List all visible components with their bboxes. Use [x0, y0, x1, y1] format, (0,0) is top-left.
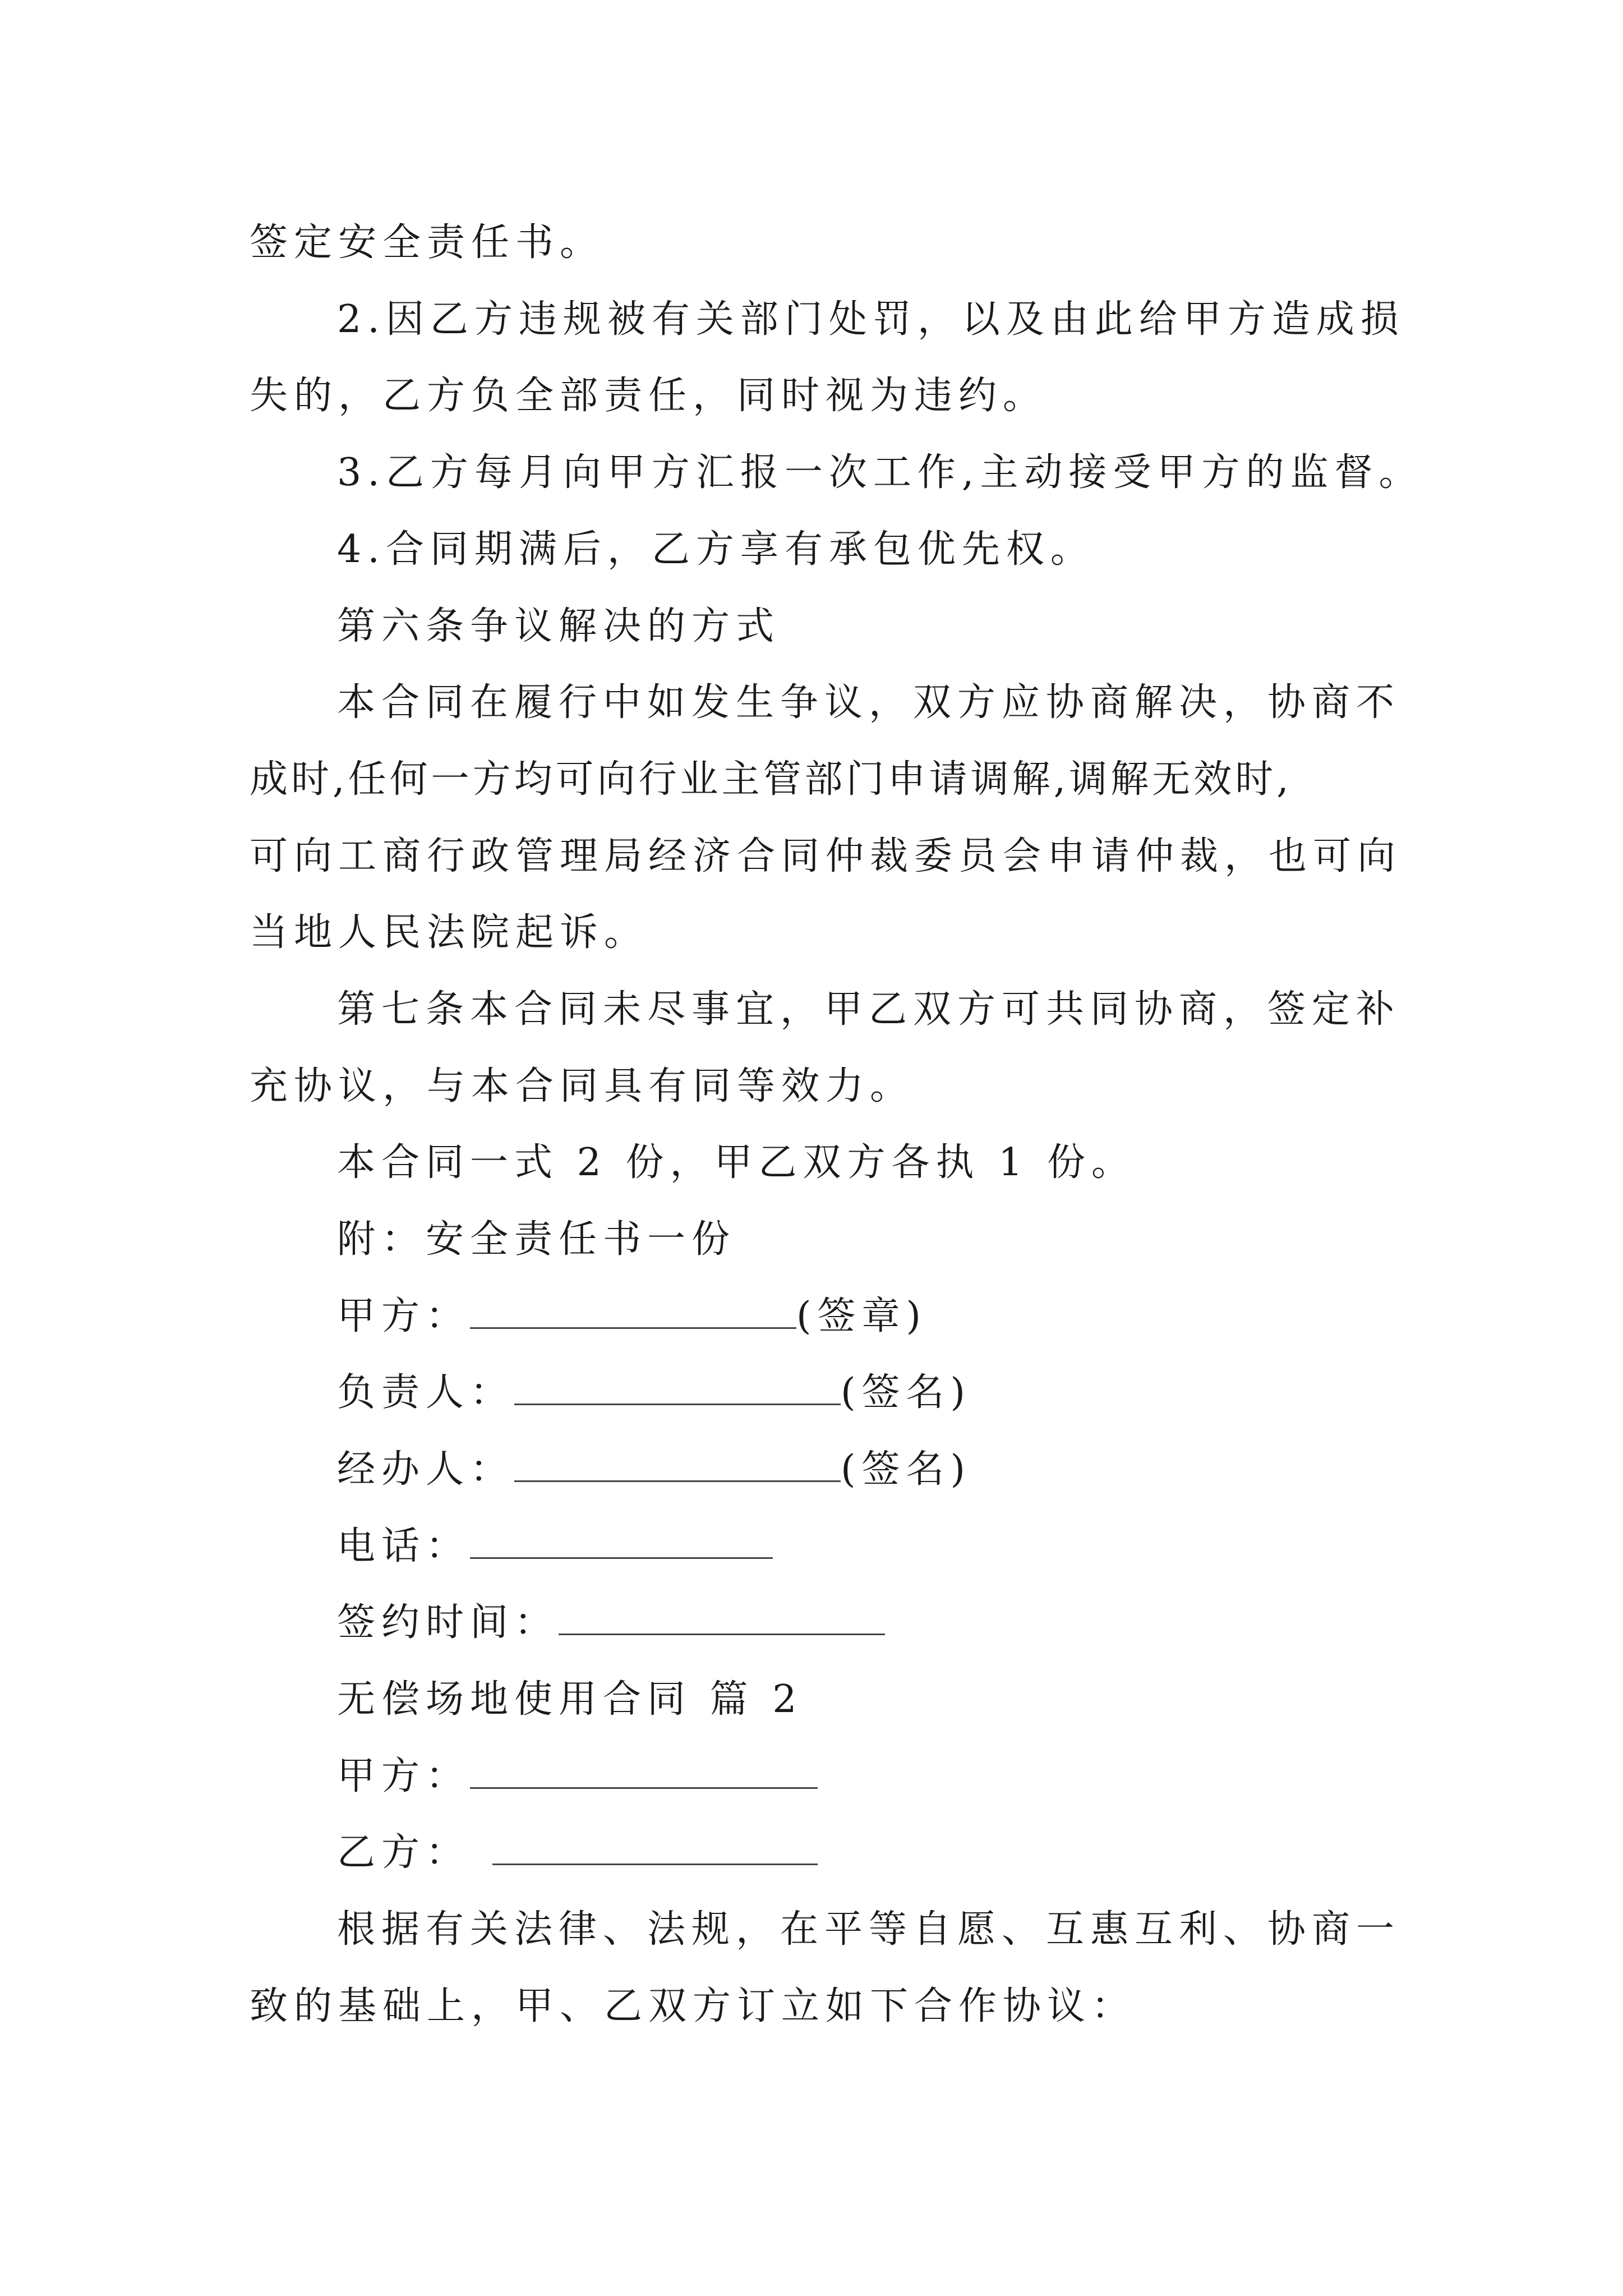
- text-line: 当地人民法院起诉。: [250, 910, 649, 955]
- text-line: 4.合同期满后，乙方享有承包优先权。: [337, 527, 1095, 572]
- sign-time-label: 签约时间：: [337, 1600, 559, 1645]
- responsible-sign-row: [337, 1370, 971, 1415]
- party-a-suffix: (签章): [796, 1294, 928, 1338]
- sign-time-blank: [559, 1602, 885, 1635]
- handler-label: 经办人：: [337, 1447, 515, 1492]
- text-line: 本合同在履行中如发生争议，双方应协商解决，协商不: [337, 680, 1401, 725]
- responsible-blank: [514, 1372, 841, 1405]
- text-line: 签定安全责任书。: [250, 220, 605, 265]
- responsible-label: 负责人：: [337, 1370, 515, 1415]
- handler-blank: [514, 1449, 841, 1482]
- section-2-heading: 无偿场地使用合同 篇 2: [337, 1677, 803, 1722]
- phone-row: [337, 1524, 773, 1569]
- phone-label: 电话：: [337, 1524, 471, 1568]
- section-heading: 第六条争议解决的方式: [337, 604, 781, 648]
- sign-time-row: [337, 1600, 885, 1645]
- text-line: 本合同一式 2 份，甲乙双方各执 1 份。: [337, 1140, 1136, 1185]
- party-a-blank: [470, 1296, 796, 1329]
- text-line: 成时,任何一方均可向行业主管部门申请调解,调解无效时,: [250, 757, 1292, 802]
- party-a-label: 甲方：: [337, 1294, 471, 1338]
- responsible-suffix: (签名): [841, 1370, 972, 1415]
- party-a-sign-row: [337, 1294, 927, 1339]
- text-line: 可向工商行政管理局经济合同仲裁委员会申请仲裁，也可向: [250, 834, 1402, 878]
- text-line: 2.因乙方违规被有关部门处罚，以及由此给甲方造成损: [337, 297, 1405, 342]
- section-2-party-a-label: 甲方：: [337, 1754, 471, 1798]
- section-2-party-a-row: [337, 1754, 818, 1799]
- text-line: 3.乙方每月向甲方汇报一次工作,主动接受甲方的监督。: [337, 450, 1423, 495]
- section-2-body-line: 致的基础上，甲、乙双方订立如下合作协议：: [250, 1984, 1136, 2028]
- handler-suffix: (签名): [841, 1447, 972, 1492]
- text-line: 充协议，与本合同具有同等效力。: [250, 1064, 915, 1108]
- text-line: 失的，乙方负全部责任，同时视为违约。: [250, 374, 1048, 418]
- section-2-party-b-row: [337, 1830, 818, 1875]
- attachment-note: 附：安全责任书一份: [337, 1217, 736, 1262]
- handler-sign-row: [337, 1447, 971, 1492]
- phone-blank: [470, 1526, 773, 1559]
- section-2-party-a-blank: [470, 1756, 818, 1789]
- section-2-body-line: 根据有关法律、法规，在平等自愿、互惠互利、协商一: [337, 1907, 1401, 1952]
- text-line: 第七条本合同未尽事宜，甲乙双方可共同协商，签定补: [337, 987, 1401, 1032]
- section-2-party-b-label: 乙方：: [337, 1830, 471, 1875]
- section-2-party-b-blank: [492, 1832, 818, 1865]
